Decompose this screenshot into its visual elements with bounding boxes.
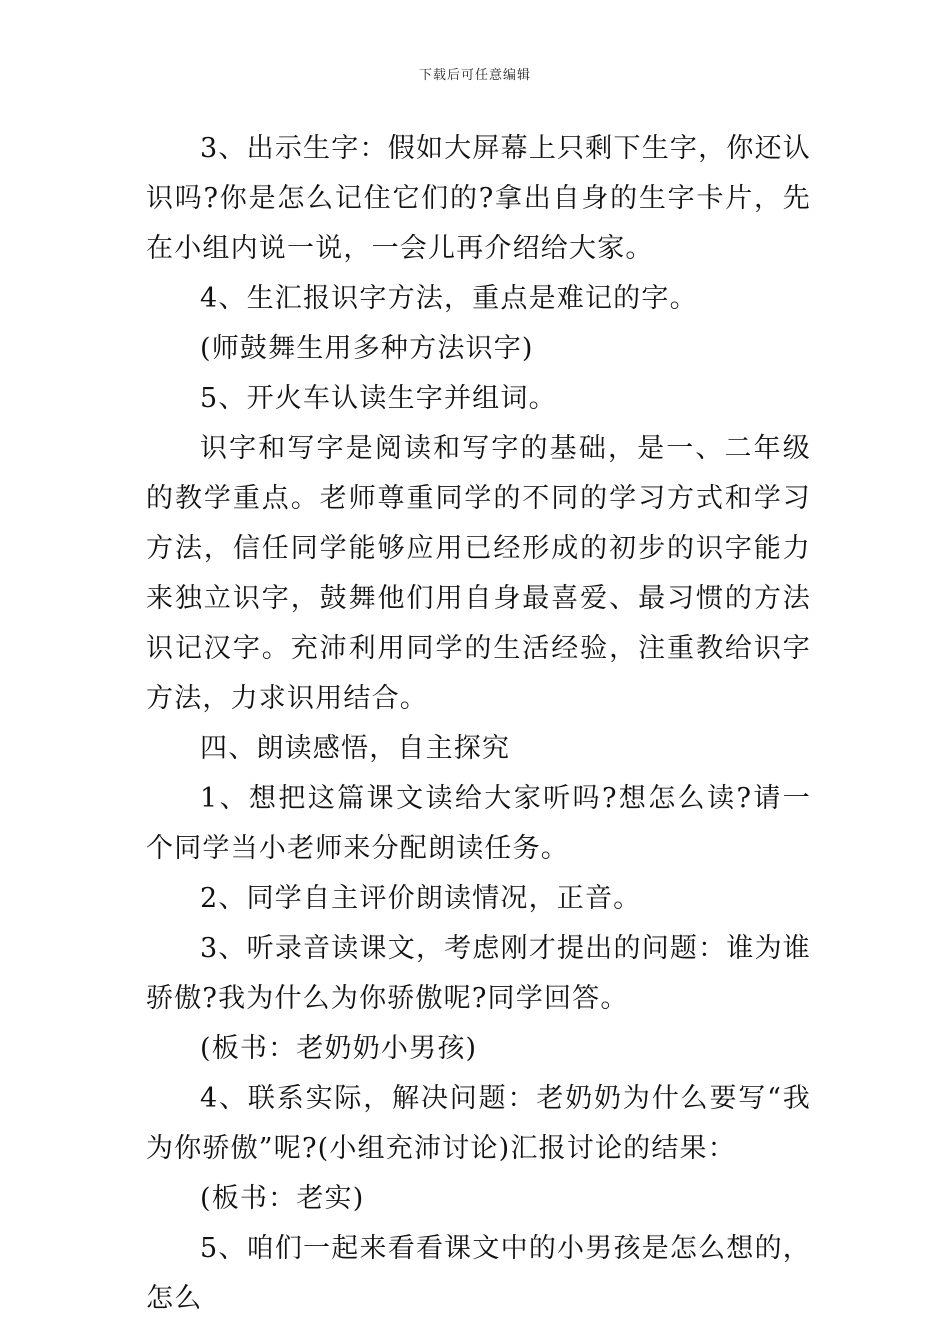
- paragraph-board-note-1: (板书：老奶奶小男孩): [200, 1033, 478, 1064]
- document-body: [146, 124, 811, 1324]
- paragraph-listen-recording: 3、听录音读课文，考虑刚才提出的问题：谁为谁骄傲?我为什么为你骄傲呢?同学回答。: [146, 933, 811, 1014]
- paragraph-connect-reality: 4、联系实际，解决问题：老奶奶为什么要写“我为你骄傲”呢?(小组充沛讨论)汇报讨论的结果：: [146, 1083, 811, 1164]
- paragraph-train-reading: 5、开火车认读生字并组词。: [200, 383, 557, 414]
- page-header: 下载后可任意编辑: [418, 68, 531, 83]
- paragraph-literacy-commentary: 识字和写字是阅读和写字的基础，是一、二年级的教学重点。老师尊重同学的不同的学习方式和学习方法，信任同学能够应用已经形成的初步的识字能力来独立识字，鼓舞他们用自身最喜爱、最习惯的方法识记汉字。充沛利用同学的生活经验，注重教给识字方法，力求识用结合。: [146, 433, 811, 714]
- paragraph-show-characters: 3、出示生字：假如大屏幕上只剩下生字，你还认识吗?你是怎么记住它们的?拿出自身的生字卡片，先在小组内说一说，一会儿再介绍给大家。: [146, 133, 811, 264]
- paragraph-teacher-note: (师鼓舞生用多种方法识字): [200, 333, 534, 364]
- paragraph-self-evaluation: 2、同学自主评价朗读情况，正音。: [200, 883, 642, 914]
- paragraph-boy-thoughts: 5、咱们一起来看看课文中的小男孩是怎么想的，怎么: [146, 1233, 811, 1314]
- paragraph-board-note-2: (板书：老实): [200, 1183, 365, 1214]
- paragraph-report-method: 4、生汇报识字方法，重点是难记的字。: [200, 283, 698, 314]
- section-heading-reading: 四、朗读感悟，自主探究: [200, 733, 511, 764]
- paragraph-read-aloud: 1、想把这篇课文读给大家听吗?想怎么读?请一个同学当小老师来分配朗读任务。: [146, 783, 811, 864]
